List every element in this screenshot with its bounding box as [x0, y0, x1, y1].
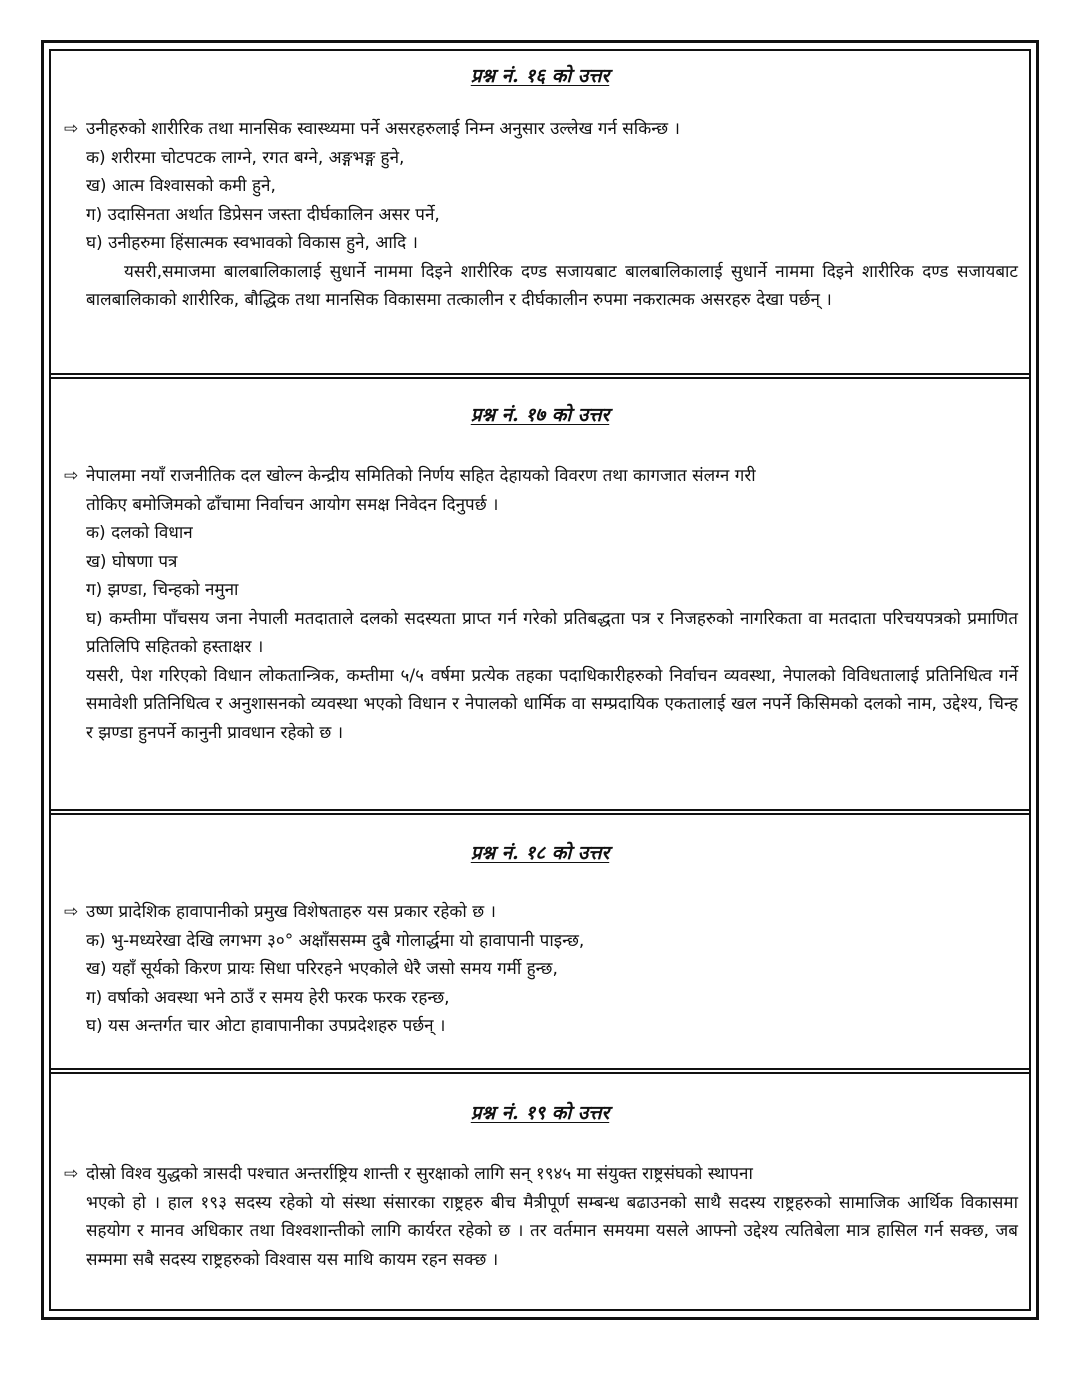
- list-item: ग) झण्डा, चिन्हको नमुना: [86, 580, 239, 600]
- section-divider: [49, 373, 1031, 379]
- answer-16-paragraph: यसरी,समाजमा बालबालिकालाई सुधार्ने नाममा दिइने शारीरिक दण्ड सजायबाट बालबालिकालाई सुधार्ने नाममा दिइने शारीरिक दण्ड सजायबाट बालबालिकाको शारीरिक, बौद्धिक तथा मानसिक विकासमा तत्कालीन र दीर्घकालीन रुपमा नकरात्मक असरहरु देखा पर्छन् ।: [86, 261, 1018, 310]
- list-item: घ) कम्तीमा पाँचसय जना नेपाली मतदाताले दलको सदस्यता प्राप्त गर्न गरेको प्रतिबद्धता पत्र र निजहरुको नागरिकता वा मतदाता परिचयपत्रको प्रमाणित प्रतिलिपि सहितको हस्ताक्षर ।: [86, 608, 1018, 657]
- answer-18-section: [52, 840, 1028, 1041]
- answer-16-section: [52, 63, 1028, 315]
- list-item: घ) यस अन्तर्गत चार ओटा हावापानीका उपप्रदेशहरु पर्छन् ।: [86, 1016, 446, 1036]
- answer-19-title: प्रश्न नं. १९ को उत्तर: [470, 1102, 610, 1124]
- arrow-icon: ⇨: [64, 119, 79, 139]
- answer-16-intro: ⇨ उनीहरुको शारीरिक तथा मानसिक स्वास्थ्यमा पर्ने असरहरुलाई निम्न अनुसार उल्लेख गर्न सकिन्छ ।: [52, 115, 1028, 144]
- list-item: ग) उदासिनता अर्थात डिप्रेसन जस्ता दीर्घकालिन असर पर्ने,: [86, 204, 440, 225]
- list-item: ख) घोषणा पत्र: [86, 551, 178, 572]
- list-item: ख) आत्म विश्वासको कमी हुने,: [86, 176, 276, 196]
- list-item: घ) उनीहरुमा हिंसात्मक स्वभावको विकास हुने, आदि ।: [86, 233, 418, 253]
- arrow-icon: ⇨: [64, 466, 79, 486]
- answer-19-section: [52, 1100, 1028, 1274]
- answer-16-title: प्रश्न नं. १६ को उत्तर: [470, 65, 610, 87]
- list-item: क) दलको विधान: [86, 523, 193, 543]
- answer-19-intro: ⇨ दोस्रो विश्व युद्धको त्रासदी पश्चात अन्तर्राष्ट्रिय शान्ती र सुरक्षाको लागि सन् १९४५ मा संयुक्त राष्ट्रसंघको स्थापना: [52, 1160, 1028, 1189]
- section-divider: [49, 1068, 1031, 1074]
- answer-18-intro: ⇨ उष्ण प्रादेशिक हावापानीको प्रमुख विशेषताहरु यस प्रकार रहेको छ ।: [52, 898, 1028, 927]
- section-divider: [49, 809, 1031, 815]
- answer-17-section: [52, 402, 1028, 747]
- answer-17-paragraph: यसरी, पेश गरिएको विधान लोकतान्त्रिक, कम्तीमा ५/५ वर्षमा प्रत्येक तहका पदाधिकारीहरुको निर्वाचन व्यवस्था, नेपालको विविधतालाई प्रतिनिधित्व गर्ने समावेशी प्रतिनिधित्व र अनुशासनको व्यवस्था भएको विधान र नेपालको धार्मिक वा सम्प्रदायिक एकतालाई खल नपर्ने किसिमको दलको नाम, उद्देश्य, चिन्ह र झण्डा हुनपर्ने कानुनी प्रावधान रहेको छ ।: [86, 665, 1018, 743]
- answer-17-title: प्रश्न नं. १७ को उत्तर: [470, 404, 610, 426]
- list-item: ख) यहाँ सूर्यको किरण प्रायः सिधा परिरहने भएकोले धेरै जसो समय गर्मी हुन्छ,: [86, 959, 558, 979]
- list-item: क) शरीरमा चोटपटक लाग्ने, रगत बग्ने, अङ्गभङ्ग हुने,: [86, 147, 405, 168]
- answer-18-title: प्रश्न नं. १८ को उत्तर: [470, 842, 610, 864]
- answer-17-intro: ⇨ नेपालमा नयाँ राजनीतिक दल खोल्न केन्द्रीय समितिको निर्णय सहित देहायको विवरण तथा कागजात संलग्न गरी: [52, 462, 1028, 491]
- list-item: क) भु-मध्यरेखा देखि लगभग ३०° अक्षाँससम्म दुबै गोलार्द्धमा यो हावापानी पाइन्छ,: [86, 930, 585, 951]
- answer-19-paragraph: भएको हो । हाल १९३ सदस्य रहेको यो संस्था संसारका राष्ट्रहरु बीच मैत्रीपूर्ण सम्बन्ध बढाउनको साथै सदस्य राष्ट्रहरुको सामाजिक आर्थिक विकासमा सहयोग र मानव अधिकार तथा विश्वशान्तीको लागि कार्यरत रहेको छ । तर वर्तमान समयमा यसले आफ्नो उद्देश्य त्यतिबेला मात्र हासिल गर्न सक्छ, जब सम्ममा सबै सदस्य राष्ट्रहरुको विश्वास यस माथि कायम रहन सक्छ ।: [86, 1192, 1018, 1270]
- answer-17-intro-line2: तोकिए बमोजिमको ढाँचामा निर्वाचन आयोग समक्ष निवेदन दिनुपर्छ ।: [86, 494, 499, 515]
- arrow-icon: ⇨: [64, 902, 79, 922]
- arrow-icon: ⇨: [64, 1164, 79, 1184]
- list-item: ग) वर्षाको अवस्था भने ठाउँ र समय हेरी फरक फरक रहन्छ,: [86, 987, 450, 1008]
